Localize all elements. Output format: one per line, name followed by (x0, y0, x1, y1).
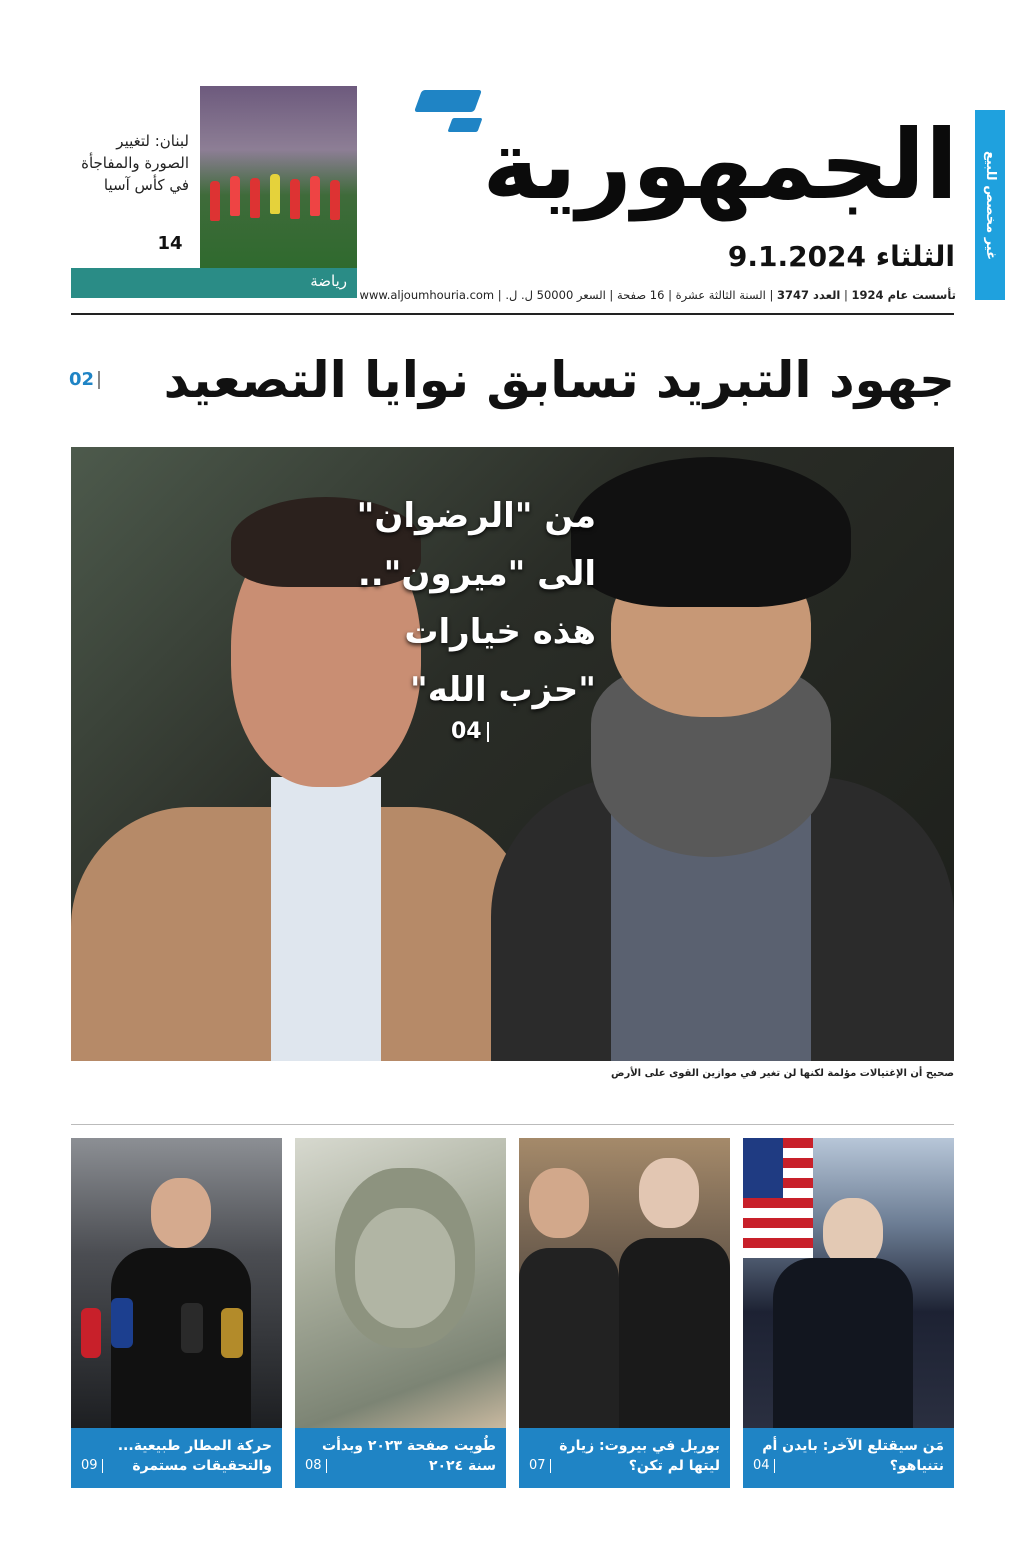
main-photo[interactable] (71, 447, 954, 1061)
photo-overlay-page (451, 719, 521, 744)
page-separator (774, 1459, 775, 1473)
main-headline[interactable]: جهود التبريد تسابق نوايا التصعيد (163, 351, 955, 409)
story-card-page (529, 1458, 551, 1473)
meta-year: السنة الثالثة عشرة (675, 288, 766, 302)
main-photo-caption: صحيح أن الإغتيالات مؤلمة لكنها لن تغير في موازين القوى على الأرض (611, 1068, 954, 1079)
not-for-sale-label: غير مخصص للبيع (983, 150, 998, 260)
middle-divider (71, 1124, 954, 1125)
meta-website[interactable]: www.aljoumhouria.com (359, 288, 495, 302)
page-separator (98, 371, 100, 389)
sports-photo[interactable] (200, 86, 357, 268)
story-card-photo (71, 1138, 282, 1428)
left-figure-shirt (271, 777, 381, 1061)
story-card-caption (519, 1428, 730, 1488)
story-card-borrell[interactable] (519, 1138, 730, 1488)
story-card-dollar[interactable] (295, 1138, 506, 1488)
story-card-page-number: 07 (529, 1458, 546, 1473)
story-card-title[interactable]: حركة المطار طبيعية... والتحقيقات مستمرة (117, 1438, 272, 1474)
sports-teaser-headline[interactable]: لبنان: لتغيير الصورة والمفاجأة في كأس آسيا (81, 132, 189, 194)
story-card-airport[interactable] (71, 1138, 282, 1488)
issue-meta: تأسست عام 1924 | العدد 3747 | السنة الثالثة عشرة | 16 صفحة | السعر 50000 ل. ل. | www.aljoumhouria.com (359, 288, 956, 302)
sports-page-number: 14 (157, 233, 183, 254)
story-card-photo (519, 1138, 730, 1428)
page-separator (326, 1459, 327, 1473)
main-headline-page-number: 02 (69, 369, 95, 390)
sports-section-label: رياضة (310, 272, 347, 290)
page-separator (487, 722, 489, 742)
masthead-logo: الجمهورية (482, 109, 958, 221)
page-separator (550, 1459, 551, 1473)
story-card-page (81, 1458, 103, 1473)
story-card-page-number: 08 (305, 1458, 322, 1473)
story-card-biden[interactable] (743, 1138, 954, 1488)
meta-pages: 16 صفحة (616, 288, 665, 302)
main-headline-page (69, 369, 109, 390)
sports-section-bar[interactable] (71, 268, 357, 298)
story-card-page-number: 04 (753, 1458, 770, 1473)
top-divider (71, 313, 954, 315)
page-separator (102, 1459, 103, 1473)
issue-date: الثلثاء 9.1.2024 (727, 240, 955, 273)
meta-issue: العدد 3747 (777, 288, 841, 302)
meta-price: السعر 50000 ل. ل. (505, 288, 606, 302)
story-card-title[interactable]: مَن سيقتلع الآخر: بايدن أم نتنياهو؟ (762, 1438, 944, 1474)
photo-overlay-page-number: 04 (451, 719, 482, 744)
right-figure-turban (571, 457, 851, 607)
story-card-caption (743, 1428, 954, 1488)
story-card-photo (295, 1138, 506, 1428)
story-card-page-number: 09 (81, 1458, 98, 1473)
story-card-page (305, 1458, 327, 1473)
story-card-caption (71, 1428, 282, 1488)
photo-overlay-headline[interactable]: من "الرضوان" الى "ميرون".. هذه خيارات "حزب الله" (356, 496, 596, 710)
story-card-caption (295, 1428, 506, 1488)
story-card-title[interactable]: طُويت صفحة ٢٠٢٣ وبدأت سنة ٢٠٢٤ (322, 1438, 496, 1474)
story-card-photo (743, 1138, 954, 1428)
story-card-title[interactable]: بوريل في بيروت: زيارة ليتها لم تكن؟ (559, 1438, 720, 1474)
story-card-page (753, 1458, 775, 1473)
meta-founded: تأسست عام 1924 (851, 288, 956, 302)
